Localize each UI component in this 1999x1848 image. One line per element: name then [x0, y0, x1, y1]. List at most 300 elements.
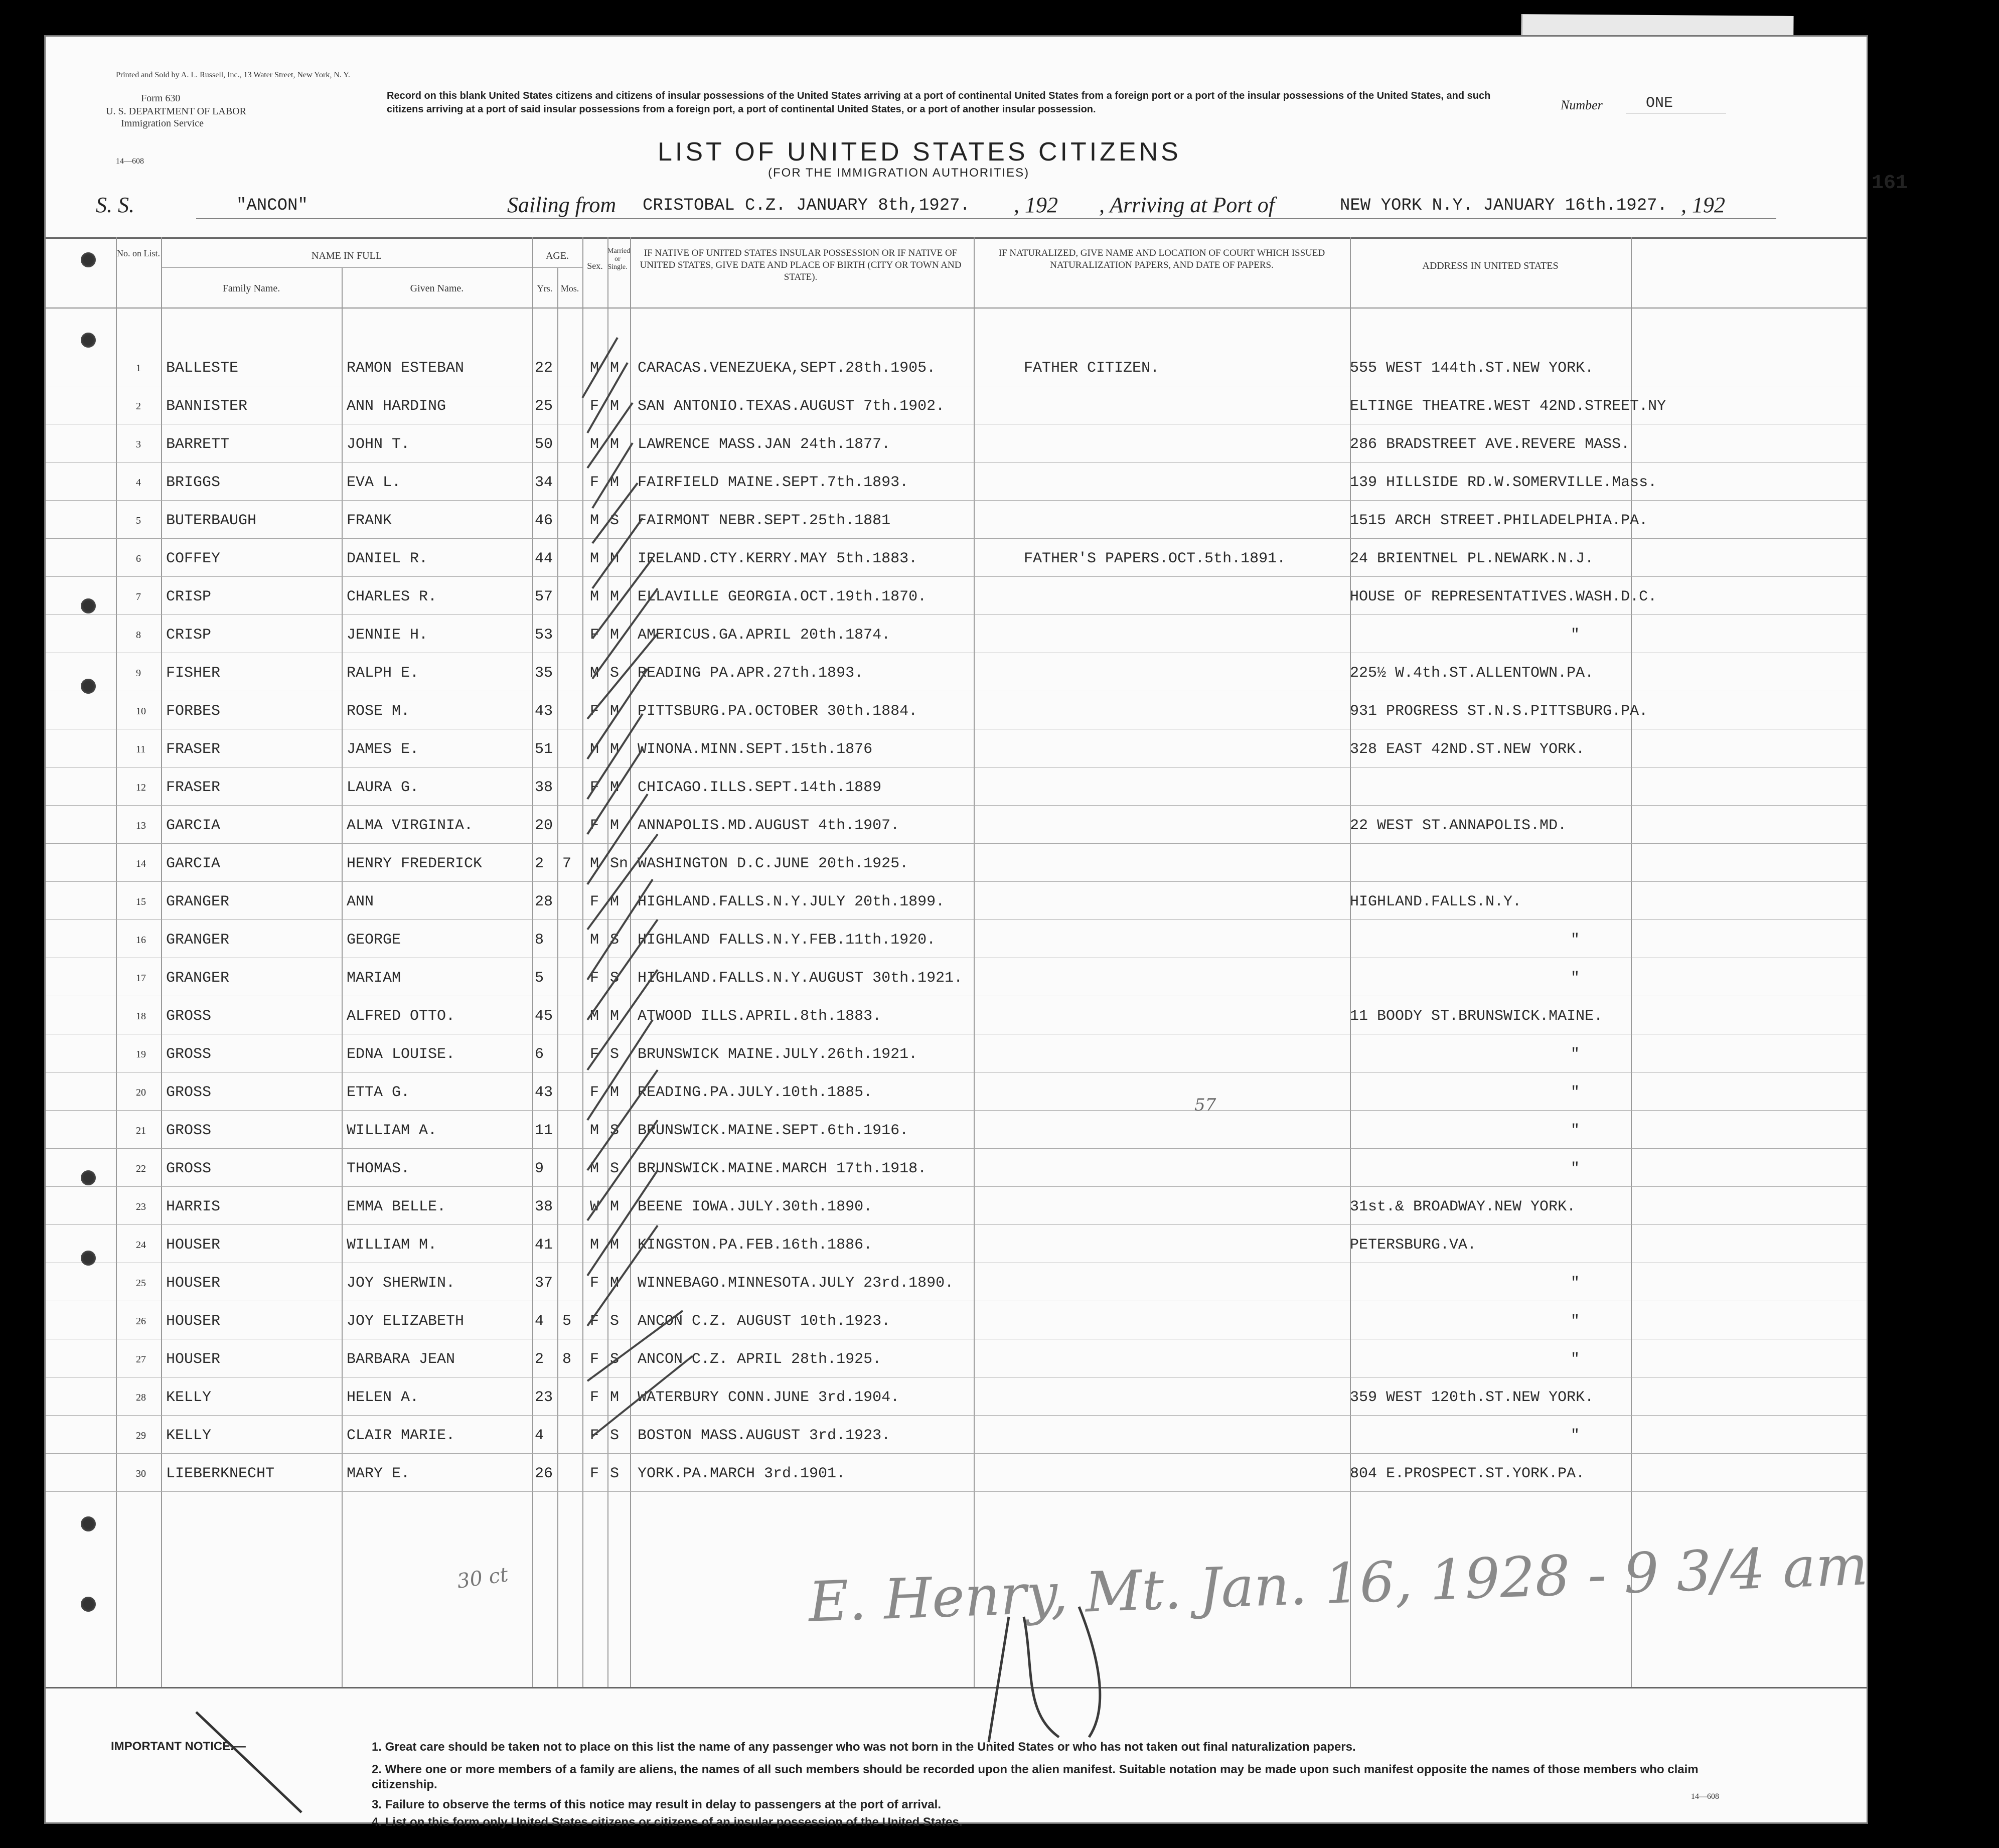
age-months: 8: [562, 1351, 572, 1368]
row-number: 20: [136, 1087, 146, 1098]
marital-status: S: [610, 1313, 620, 1330]
given-name: EVA L.: [347, 474, 401, 491]
sex: M: [590, 855, 599, 872]
marital-status: S: [610, 1160, 620, 1177]
age-years: 8: [535, 932, 544, 949]
family-name: COFFEY: [166, 550, 221, 567]
row-number: 3: [136, 439, 141, 450]
given-name: MARIAM: [347, 970, 401, 987]
age-months: 5: [562, 1313, 572, 1330]
given-name: JOY ELIZABETH: [347, 1313, 465, 1330]
sex: M: [590, 588, 599, 605]
table-row: [46, 386, 1867, 424]
signature-scrawl: [979, 1597, 1129, 1757]
marital-status: M: [610, 741, 620, 758]
sex: F: [590, 817, 599, 834]
family-name: HOUSER: [166, 1275, 221, 1292]
sex: F: [590, 1389, 599, 1406]
given-name: HELEN A.: [347, 1389, 419, 1406]
marital-status: Sn: [610, 855, 629, 872]
row-number: 7: [136, 591, 141, 602]
address: 328 EAST 42ND.ST.NEW YORK.: [1350, 741, 1585, 758]
given-name: ALMA VIRGINIA.: [347, 817, 474, 834]
row-number: 1: [136, 363, 141, 374]
given-name: BARBARA JEAN: [347, 1351, 455, 1368]
birth-place-date: FAIRMONT NEBR.SEPT.25th.1881: [638, 512, 891, 529]
form-code-bottom: 14—608: [1691, 1792, 1719, 1801]
birth-place-date: LAWRENCE MASS.JAN 24th.1877.: [638, 436, 891, 453]
age-years: 53: [535, 627, 553, 644]
marital-status: S: [610, 932, 620, 949]
given-name: CLAIR MARIE.: [347, 1427, 455, 1444]
notice-heading: IMPORTANT NOTICE.—: [111, 1740, 246, 1753]
row-number: 9: [136, 668, 141, 679]
given-name: EMMA BELLE.: [347, 1198, 446, 1215]
naturalization: FATHER CITIZEN.: [1024, 360, 1160, 377]
sex: F: [590, 1275, 599, 1292]
age-years: 37: [535, 1275, 553, 1292]
table-row: [46, 691, 1867, 729]
address: 1515 ARCH STREET.PHILADELPHIA.PA.: [1350, 512, 1648, 529]
age-years: 23: [535, 1389, 553, 1406]
table-row: [46, 919, 1867, 958]
row-number: 28: [136, 1392, 146, 1403]
given-name: DANIEL R.: [347, 550, 428, 567]
row-number: 12: [136, 782, 146, 793]
marital-status: M: [610, 360, 620, 377]
sex: F: [590, 1313, 599, 1330]
sex: W: [590, 1198, 599, 1215]
family-name: LIEBERKNECHT: [166, 1465, 275, 1482]
marital-status: M: [610, 1084, 620, 1101]
inspector-stamp: E. Henry, Mt. Jan. 16, 1928 - 9 3/4 am: [807, 1533, 1869, 1634]
family-name: GRANGER: [166, 970, 230, 987]
address: HIGHLAND.FALLS.N.Y.: [1350, 893, 1522, 910]
age-years: 34: [535, 474, 553, 491]
notice-item-1: 1. Great care should be taken not to place on this list the name of any passenger who was not born in the United States or who has not taken out final naturalization papers.: [372, 1740, 1356, 1754]
birth-place-date: BOSTON MASS.AUGUST 3rd.1923.: [638, 1427, 891, 1444]
table-row: [46, 614, 1867, 653]
row-number: 21: [136, 1125, 146, 1136]
table-row: [46, 1377, 1867, 1416]
given-name: WILLIAM A.: [347, 1122, 437, 1139]
age-years: 28: [535, 893, 553, 910]
page-subtitle: (FOR THE IMMIGRATION AUTHORITIES): [768, 166, 1030, 180]
birth-place-date: ANNAPOLIS.MD.AUGUST 4th.1907.: [638, 817, 900, 834]
table-row: [46, 1186, 1867, 1225]
table-row: [46, 1072, 1867, 1111]
binder-hole: [81, 333, 96, 348]
age-years: 25: [535, 398, 553, 415]
sex: M: [590, 665, 599, 682]
given-name: EDNA LOUISE.: [347, 1046, 455, 1063]
col-header-family: Family Name.: [222, 283, 280, 294]
sex: F: [590, 627, 599, 644]
row-number: 11: [136, 744, 146, 755]
address: 24 BRIENTNEL PL.NEWARK.N.J.: [1350, 550, 1594, 567]
family-name: KELLY: [166, 1389, 212, 1406]
number-value: ONE: [1646, 95, 1673, 112]
table-row: [46, 576, 1867, 615]
given-name: LAURA G.: [347, 779, 419, 796]
page-title: LIST OF UNITED STATES CITIZENS: [658, 137, 1181, 167]
address: 286 BRADSTREET AVE.REVERE MASS.: [1350, 436, 1630, 453]
table-row: [46, 1034, 1867, 1072]
birth-place-date: CARACAS.VENEZUEKA,SEPT.28th.1905.: [638, 360, 936, 377]
address: ": [1571, 932, 1580, 949]
marital-status: M: [610, 779, 620, 796]
birth-place-date: HIGHLAND.FALLS.N.Y.JULY 20th.1899.: [638, 893, 945, 910]
family-name: GROSS: [166, 1122, 212, 1139]
address: ": [1571, 1084, 1580, 1101]
sex: M: [590, 741, 599, 758]
table-row: [46, 1453, 1867, 1492]
given-name: GEORGE: [347, 932, 401, 949]
family-name: GROSS: [166, 1008, 212, 1025]
sex: F: [590, 1427, 599, 1444]
marital-status: S: [610, 970, 620, 987]
col-header-address: ADDRESS IN UNITED STATES: [1422, 260, 1559, 271]
birth-place-date: ATWOOD ILLS.APRIL.8th.1883.: [638, 1008, 882, 1025]
row-number: 14: [136, 858, 146, 869]
sex: F: [590, 779, 599, 796]
age-years: 41: [535, 1237, 553, 1254]
age-years: 45: [535, 1008, 553, 1025]
given-name: ROSE M.: [347, 703, 410, 720]
age-years: 43: [535, 1084, 553, 1101]
age-years: 2: [535, 1351, 544, 1368]
given-name: CHARLES R.: [347, 588, 437, 605]
name-subrule: [161, 267, 532, 268]
sex: M: [590, 512, 599, 529]
family-name: HOUSER: [166, 1313, 221, 1330]
given-name: MARY E.: [347, 1465, 410, 1482]
marital-status: S: [610, 1465, 620, 1482]
given-name: JOHN T.: [347, 436, 410, 453]
given-name: ANN HARDING: [347, 398, 446, 415]
sex: F: [590, 474, 599, 491]
address: ": [1571, 1160, 1580, 1177]
margin-mark: 57: [1194, 1095, 1216, 1115]
table-row: [46, 348, 1867, 386]
family-name: FISHER: [166, 665, 221, 682]
table-row: [46, 424, 1867, 463]
col-header-given: Given Name.: [410, 283, 464, 294]
age-years: 38: [535, 1198, 553, 1215]
given-name: HENRY FREDERICK: [347, 855, 483, 872]
service: Immigration Service: [121, 118, 204, 129]
age-years: 43: [535, 703, 553, 720]
age-years: 11: [535, 1122, 553, 1139]
row-number: 17: [136, 973, 146, 984]
table-row: [46, 1301, 1867, 1339]
row-number: 30: [136, 1468, 146, 1479]
address: 359 WEST 120th.ST.NEW YORK.: [1350, 1389, 1594, 1406]
family-name: FRASER: [166, 741, 221, 758]
sex: F: [590, 1351, 599, 1368]
sex: M: [590, 360, 599, 377]
family-name: BUTERBAUGH: [166, 512, 257, 529]
marital-status: S: [610, 665, 620, 682]
address: PETERSBURG.VA.: [1350, 1237, 1477, 1254]
binder-hole: [81, 1170, 96, 1185]
table-row: [46, 843, 1867, 882]
sex: F: [590, 398, 599, 415]
col-header-name: NAME IN FULL: [312, 250, 382, 261]
col-header-sex: Sex.: [587, 261, 603, 271]
address: 225½ W.4th.ST.ALLENTOWN.PA.: [1350, 665, 1594, 682]
given-name: JOY SHERWIN.: [347, 1275, 455, 1292]
sex: F: [590, 703, 599, 720]
table-row: [46, 767, 1867, 806]
family-name: GRANGER: [166, 932, 230, 949]
birth-place-date: BRUNSWICK.MAINE.SEPT.6th.1916.: [638, 1122, 909, 1139]
notice-item-4: 4. List on this form only United States citizens or citizens of an insular possession of the United States.: [372, 1815, 963, 1829]
birth-place-date: ANCON C.Z. AUGUST 10th.1923.: [638, 1313, 891, 1330]
marital-status: M: [610, 1198, 620, 1215]
family-name: HOUSER: [166, 1237, 221, 1254]
binder-hole: [81, 252, 96, 267]
marital-status: S: [610, 1427, 620, 1444]
given-name: RALPH E.: [347, 665, 419, 682]
sex: F: [590, 1084, 599, 1101]
birth-place-date: READING.PA.JULY.10th.1885.: [638, 1084, 873, 1101]
age-years: 38: [535, 779, 553, 796]
corner-stroke: [186, 1702, 317, 1822]
row-number: 29: [136, 1430, 146, 1441]
marital-status: S: [610, 1046, 620, 1063]
address: 22 WEST ST.ANNAPOLIS.MD.: [1350, 817, 1567, 834]
table-bottom-rule: [46, 1687, 1867, 1688]
ss-label: S. S.: [96, 193, 134, 217]
marital-status: S: [610, 1351, 620, 1368]
marital-status: M: [610, 1237, 620, 1254]
marital-status: M: [610, 588, 620, 605]
row-number: 19: [136, 1049, 146, 1060]
binder-hole: [81, 1516, 96, 1531]
birth-place-date: ELLAVILLE GEORGIA.OCT.19th.1870.: [638, 588, 927, 605]
sex: M: [590, 932, 599, 949]
age-months: 7: [562, 855, 572, 872]
table-row: [46, 1148, 1867, 1187]
given-name: RAMON ESTEBAN: [347, 360, 465, 377]
family-name: BARRETT: [166, 436, 230, 453]
row-number: 16: [136, 935, 146, 946]
table-row: [46, 1110, 1867, 1149]
ship-name: "ANCON": [236, 196, 308, 215]
address: ": [1571, 1351, 1580, 1368]
row-number: 6: [136, 553, 141, 564]
age-years: 57: [535, 588, 553, 605]
row-number: 18: [136, 1011, 146, 1022]
table-row: [46, 805, 1867, 844]
binder-hole: [81, 1251, 96, 1266]
sex: M: [590, 1237, 599, 1254]
given-name: WILLIAM M.: [347, 1237, 437, 1254]
age-years: 4: [535, 1427, 544, 1444]
year-suffix: , 192: [1014, 193, 1058, 217]
table-row: [46, 1339, 1867, 1377]
table-row: [46, 1263, 1867, 1301]
given-name: ALFRED OTTO.: [347, 1008, 455, 1025]
row-number: 24: [136, 1240, 146, 1251]
sex: M: [590, 1122, 599, 1139]
given-name: FRANK: [347, 512, 392, 529]
marital-status: S: [610, 1122, 620, 1139]
address: HOUSE OF REPRESENTATIVES.WASH.D.C.: [1350, 588, 1657, 605]
col-header-age: AGE.: [545, 250, 569, 261]
birth-place-date: IRELAND.CTY.KERRY.MAY 5th.1883.: [638, 550, 918, 567]
birth-place-date: PITTSBURG.PA.OCTOBER 30th.1884.: [638, 703, 918, 720]
age-years: 9: [535, 1160, 544, 1177]
marital-status: M: [610, 1275, 620, 1292]
col-header-naturalized: IF NATURALIZED, GIVE NAME AND LOCATION OF COURT WHICH ISSUED NATURALIZATION PAPERS, AND DATE OF PAPERS.: [998, 248, 1325, 270]
row-number: 25: [136, 1278, 146, 1289]
header-bottom-rule: [46, 307, 1867, 309]
age-years: 46: [535, 512, 553, 529]
given-name: JAMES E.: [347, 741, 419, 758]
family-name: HARRIS: [166, 1198, 221, 1215]
address: ": [1571, 970, 1580, 987]
binder-hole: [81, 679, 96, 694]
age-years: 51: [535, 741, 553, 758]
sex: F: [590, 893, 599, 910]
address: 804 E.PROSPECT.ST.YORK.PA.: [1350, 1465, 1585, 1482]
arriving-label: , Arriving at Port of: [1099, 193, 1275, 217]
address: 139 HILLSIDE RD.W.SOMERVILLE.Mass.: [1350, 474, 1657, 491]
marital-status: M: [610, 1389, 620, 1406]
notice-item-2: 2. Where one or more members of a family are aliens, the names of all such members should be recorded upon the alien manifest. Suitable notation may be made upon such manifest opposite the names of those members who claim citizenship.: [372, 1763, 1699, 1791]
naturalization: FATHER'S PAPERS.OCT.5th.1891.: [1024, 550, 1286, 567]
age-years: 6: [535, 1046, 544, 1063]
table-row: [46, 500, 1867, 539]
row-number: 10: [136, 706, 146, 717]
given-name: ETTA G.: [347, 1084, 410, 1101]
family-name: HOUSER: [166, 1351, 221, 1368]
sailing-value: CRISTOBAL C.Z. JANUARY 8th,1927.: [643, 196, 970, 215]
table-row: [46, 1224, 1867, 1263]
form-number: Form 630: [141, 93, 181, 104]
number-label: Number: [1561, 98, 1603, 112]
birth-place-date: WINNEBAGO.MINNESOTA.JULY 23rd.1890.: [638, 1275, 954, 1292]
marital-status: S: [610, 512, 620, 529]
arriving-value: NEW YORK N.Y. JANUARY 16th.1927.: [1340, 196, 1667, 215]
family-name: BANNISTER: [166, 398, 248, 415]
family-name: GROSS: [166, 1084, 212, 1101]
family-name: GARCIA: [166, 817, 221, 834]
binder-hole: [81, 1597, 96, 1612]
check-marks: [572, 318, 703, 1572]
binder-hole: [81, 598, 96, 613]
sailing-label: Sailing from: [507, 193, 617, 217]
address: 555 WEST 144th.ST.NEW YORK.: [1350, 360, 1594, 377]
table-row: [46, 881, 1867, 920]
instructions: Record on this blank United States citizens and citizens of insular possessions of the United States arriving at a port of continental United States from a foreign port or a port of the insular possessions of the United States, and such citizens arriving at a port of said insular possessions from a foreign port, a port of continental United States, or a port of another insular possession.: [387, 90, 1491, 115]
col-header-yrs: Yrs.: [537, 283, 553, 293]
marital-status: M: [610, 893, 620, 910]
family-name: FORBES: [166, 703, 221, 720]
row-number: 26: [136, 1316, 146, 1327]
table-top-rule: [46, 237, 1867, 239]
given-name: THOMAS.: [347, 1160, 410, 1177]
row-number: 27: [136, 1354, 146, 1365]
birth-place-date: ANCON C.Z. APRIL 28th.1925.: [638, 1351, 882, 1368]
birth-place-date: BRUNSWICK.MAINE.MARCH 17th.1918.: [638, 1160, 927, 1177]
age-years: 5: [535, 970, 544, 987]
address: 931 PROGRESS ST.N.S.PITTSBURG.PA.: [1350, 703, 1648, 720]
family-name: CRISP: [166, 627, 212, 644]
marital-status: M: [610, 436, 620, 453]
table-row: [46, 958, 1867, 996]
table-row: [46, 1415, 1867, 1454]
department: U. S. DEPARTMENT OF LABOR: [106, 106, 246, 117]
sex: M: [590, 1008, 599, 1025]
age-years: 22: [535, 360, 553, 377]
col-header-married: Married or Single.: [607, 247, 631, 271]
given-name: JENNIE H.: [347, 627, 428, 644]
birth-place-date: BEENE IOWA.JULY.30th.1890.: [638, 1198, 873, 1215]
table-row: [46, 538, 1867, 577]
family-name: FRASER: [166, 779, 221, 796]
age-years: 2: [535, 855, 544, 872]
birth-place-date: YORK.PA.MARCH 3rd.1901.: [638, 1465, 846, 1482]
birth-place-date: HIGHLAND.FALLS.N.Y.AUGUST 30th.1921.: [638, 970, 963, 987]
family-name: GROSS: [166, 1160, 212, 1177]
address: ": [1571, 1046, 1580, 1063]
row-number: 23: [136, 1201, 146, 1212]
sex: F: [590, 970, 599, 987]
marital-status: M: [610, 627, 620, 644]
sex: F: [590, 1046, 599, 1063]
address: 11 BOODY ST.BRUNSWICK.MAINE.: [1350, 1008, 1603, 1025]
given-name: ANN: [347, 893, 374, 910]
birth-place-date: BRUNSWICK MAINE.JULY.26th.1921.: [638, 1046, 918, 1063]
row-number: 15: [136, 896, 146, 907]
voyage-underline: [196, 218, 1776, 219]
table-row: [46, 653, 1867, 691]
row-number: 4: [136, 477, 141, 488]
col-header-no: No. on List.: [116, 248, 160, 258]
family-name: CRISP: [166, 588, 212, 605]
row-number: 22: [136, 1163, 146, 1174]
col-header-mos: Mos.: [560, 283, 579, 293]
notice-item-3: 3. Failure to observe the terms of this notice may result in delay to passengers at the port of arrival.: [372, 1798, 941, 1811]
marital-status: M: [610, 1008, 620, 1025]
page-number: 161: [1872, 172, 1908, 195]
birth-place-date: FAIRFIELD MAINE.SEPT.7th.1893.: [638, 474, 909, 491]
row-number: 2: [136, 401, 141, 412]
birth-place-date: WASHINGTON D.C.JUNE 20th.1925.: [638, 855, 909, 872]
family-name: KELLY: [166, 1427, 212, 1444]
marital-status: M: [610, 550, 620, 567]
birth-place-date: KINGSTON.PA.FEB.16th.1886.: [638, 1237, 873, 1254]
birth-place-date: READING PA.APR.27th.1893.: [638, 665, 864, 682]
address: ": [1571, 1275, 1580, 1292]
sex: M: [590, 1160, 599, 1177]
birth-place-date: SAN ANTONIO.TEXAS.AUGUST 7th.1902.: [638, 398, 945, 415]
marital-status: M: [610, 398, 620, 415]
row-number: 8: [136, 630, 141, 641]
address: ": [1571, 1427, 1580, 1444]
birth-place-date: WATERBURY CONN.JUNE 3rd.1904.: [638, 1389, 900, 1406]
count-note: 30 ct: [455, 1563, 510, 1593]
year-suffix: , 192: [1681, 193, 1725, 217]
form-code: 14—608: [116, 157, 144, 166]
marital-status: M: [610, 474, 620, 491]
marital-status: M: [610, 703, 620, 720]
birth-place-date: AMERICUS.GA.APRIL 20th.1874.: [638, 627, 891, 644]
sex: F: [590, 1465, 599, 1482]
